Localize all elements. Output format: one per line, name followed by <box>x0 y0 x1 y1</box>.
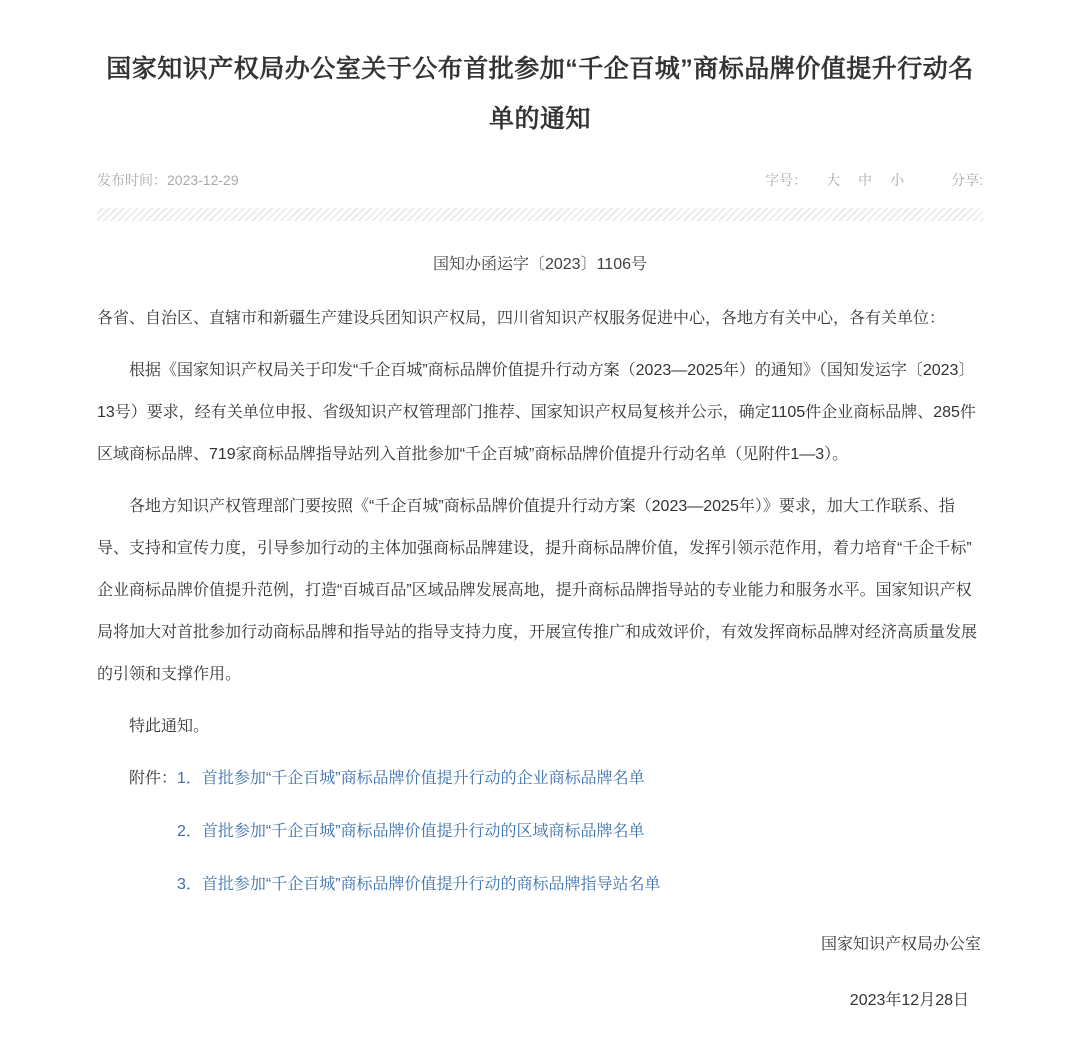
publish-time-label: 发布时间： <box>97 172 167 188</box>
publish-time <box>97 170 239 190</box>
article-body <box>97 298 983 1016</box>
attachments-label: 附件： <box>129 770 178 787</box>
attachment-row <box>97 758 983 800</box>
attachments-section <box>97 758 983 906</box>
attachment-link-1[interactable]: 1．首批参加“千企百城”商标品牌价值提升行动的企业商标品牌名单 <box>177 770 645 787</box>
signature-organization: 国家知识产权局办公室 <box>820 936 981 953</box>
article-container <box>97 0 983 1046</box>
document-number: 国知办函运字〔2023〕1106号 <box>432 256 647 273</box>
attachment-link-3[interactable]: 3．首批参加“千企百城”商标品牌价值提升行动的商标品牌指导站名单 <box>177 876 661 893</box>
signature-date: 2023年12月28日 <box>849 992 969 1009</box>
publish-time-value: 2023-12-29 <box>167 172 239 188</box>
font-size-medium-button[interactable]: 中 <box>858 172 873 188</box>
salutation-paragraph: 各省、自治区、直辖市和新疆生产建设兵团知识产权局，四川省知识产权服务促进中心，各地方有关中心，各有关单位： <box>97 310 946 327</box>
bottom-spacer <box>97 1016 983 1046</box>
meta-controls <box>765 170 983 190</box>
hatched-divider <box>97 208 983 221</box>
page-title: 国家知识产权局办公室关于公布首批参加“千企百城”商标品牌价值提升行动名单的通知 <box>106 55 974 133</box>
body-paragraph-1: 根据《国家知识产权局关于印发“千企百城”商标品牌价值提升行动方案（2023—2025年）的通知》（国知发运字〔2023〕13号）要求，经有关单位申报、省级知识产权管理部门推荐、国家知识产权局复核并公示，确定1105件企业商标品牌、285件区域商标品牌、719家商标品牌指导站列入首批参加“千企百城”商标品牌价值提升行动名单（见附件1—3）。 <box>97 362 976 463</box>
attachment-row <box>97 811 983 853</box>
attachment-row <box>97 864 983 906</box>
font-size-large-button[interactable]: 大 <box>826 172 841 188</box>
closing-paragraph: 特此通知。 <box>129 718 210 735</box>
font-size-small-button[interactable]: 小 <box>890 172 905 188</box>
font-size-label: 字号： <box>765 172 808 188</box>
signature-block <box>97 930 983 1016</box>
attachment-link-2[interactable]: 2．首批参加“千企百城”商标品牌价值提升行动的区域商标品牌名单 <box>177 823 645 840</box>
meta-row <box>97 170 983 190</box>
share-label: 分享: <box>951 172 983 188</box>
body-paragraph-2: 各地方知识产权管理部门要按照《“千企百城”商标品牌价值提升行动方案（2023—2025年）》要求，加大工作联系、指导、支持和宣传力度，引导参加行动的主体加强商标品牌建设，提升商标品牌价值，发挥引领示范作用，着力培育“千企千标”企业商标品牌价值提升范例，打造“百城百品”区域品牌发展高地，提升商标品牌指导站的专业能力和服务水平。国家知识产权局将加大对首批参加行动商标品牌和指导站的指导支持力度，开展宣传推广和成效评价，有效发挥商标品牌对经济高质量发展的引领和支撑作用。 <box>97 498 978 683</box>
